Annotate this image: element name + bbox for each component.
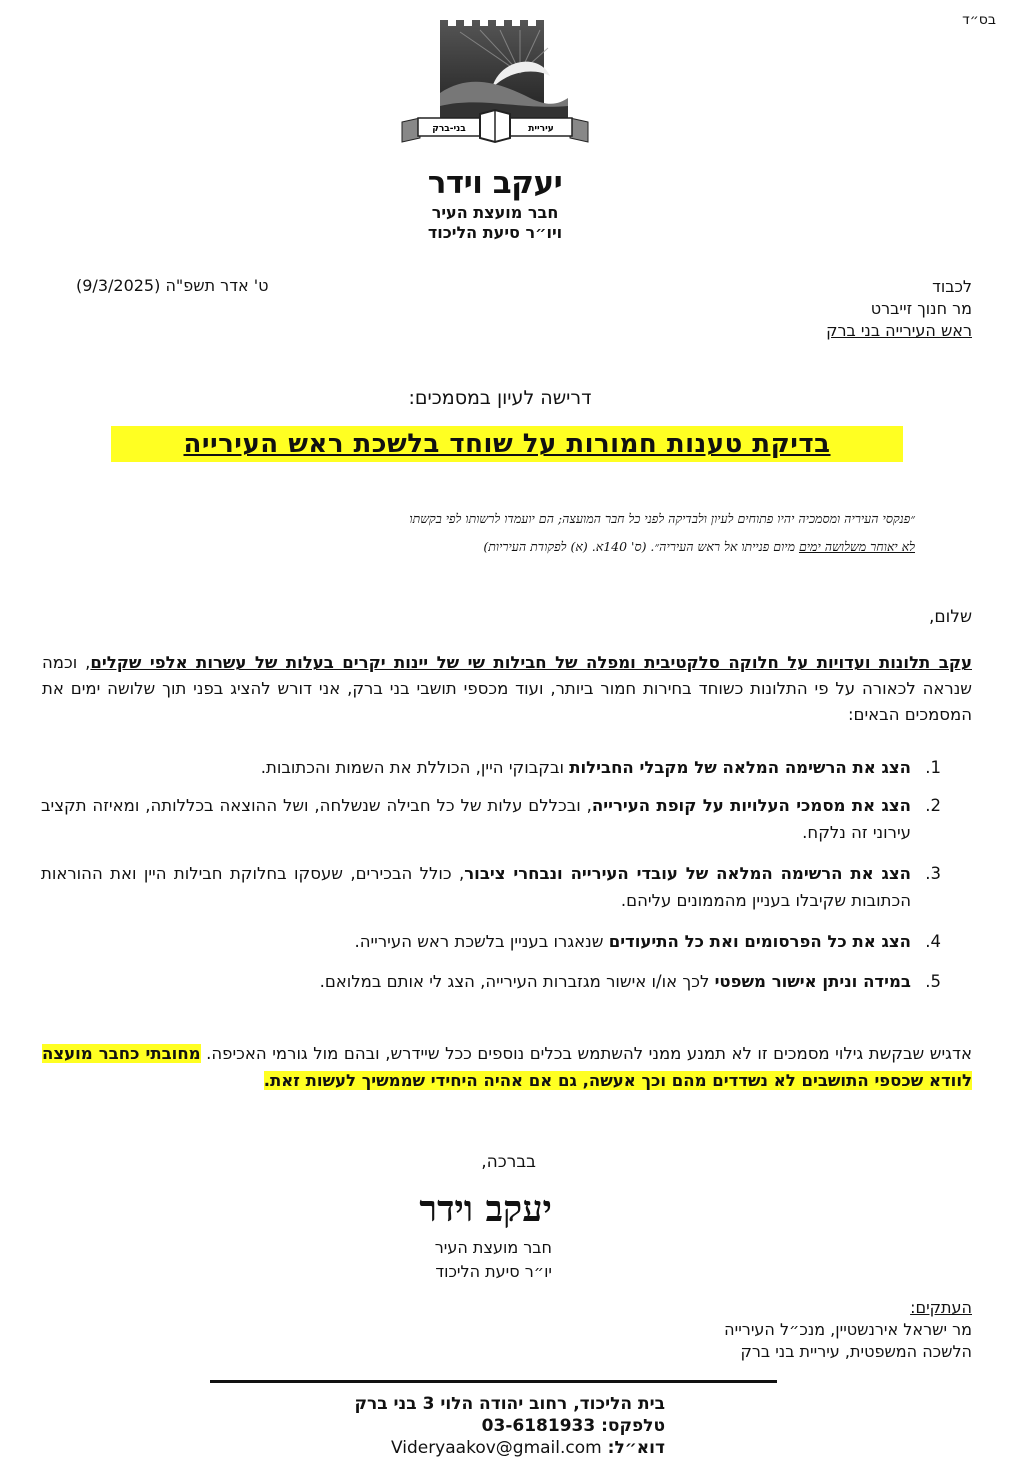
bnei-brak-emblem xyxy=(400,18,590,153)
law-quote-line1: ״פנקסי העיריה ומסמכיה יהיו פתוחים לעיון ולבדיקה לפני כל חבר המועצה; הם יועמדו לרשותו לפי בקשתו xyxy=(409,511,915,526)
recipient-line1: לכבוד xyxy=(932,277,972,296)
closing-salutation: בברכה, xyxy=(481,1152,536,1172)
copies-heading: העתקים: xyxy=(910,1298,972,1317)
intro-bold: עקב תלונות ועדויות על חלוקה סלקטיבית ומפלה של חבילות שי של יינות יקרים בעלות של עשרות אלפי שקלים xyxy=(90,653,972,672)
list-item-bold: במידה וניתן אישור משפטי xyxy=(714,972,911,991)
list-item-number: 4. xyxy=(925,932,941,951)
greeting: שלום, xyxy=(928,607,972,627)
footer-phone-label: טלפקס: xyxy=(601,1416,665,1436)
signature-role-line2: יו״ר סיעת הליכוד xyxy=(435,1262,552,1281)
list-item xyxy=(41,792,941,846)
list-item-number: 5. xyxy=(925,972,941,991)
list-item xyxy=(41,968,941,995)
footer-address: בית הליכוד, רחוב יהודה הלוי 3 בני ברק xyxy=(354,1394,665,1414)
list-item-bold: הצג את הרשימה המלאה של עובדי העירייה ונבחרי ציבור xyxy=(464,864,911,883)
intro-rest: , וכמה שנראה לכאורה על פי התלונות כשוחד בחירות חמור ביותר, ועוד מכספי תושבי בני ברק, אני דורש להציג בפני תוך שלושה ימים את המסמכים הבאים: xyxy=(42,653,972,724)
law-quote-deadline: לא יאוחר משלושה ימים xyxy=(798,539,915,554)
footer-phone-row xyxy=(320,1415,665,1437)
footer-email-row xyxy=(320,1437,665,1459)
logo-banner-left: בני-ברק xyxy=(432,124,466,134)
closing-paragraph xyxy=(42,1040,972,1094)
law-quote-source: מיום פנייתו אל ראש העיריה״. (ס' 140א. (א) לפקודת העיריות) xyxy=(483,539,799,554)
list-item xyxy=(41,754,941,781)
sender-role xyxy=(380,203,610,243)
copies-block xyxy=(724,1297,972,1363)
list-item-text: לכך או/ו אישור מגזברות העירייה, הצג לי אותם במלואם. xyxy=(319,972,715,991)
sender-role-line1: חבר מועצת העיר xyxy=(431,203,559,222)
recipient-line3: ראש העירייה בני ברק xyxy=(826,321,972,340)
list-item-text: שנאגרו בעניין בלשכת ראש העירייה. xyxy=(354,932,609,951)
list-item-text: , כולל הבכירים, שעסקו בחלוקת חבילות היין ואת ההוראות הכתובות שקיבלו בעניין מהממונים עליהם. xyxy=(41,864,911,910)
footer-email-link[interactable]: Videryaakov@gmail.com xyxy=(390,1438,602,1458)
letter-date: ט' אדר תשפ"ה (9/3/2025) xyxy=(76,276,269,295)
footer-email-label: דוא״ל: xyxy=(607,1438,665,1458)
list-item xyxy=(41,928,941,955)
list-item-number: 2. xyxy=(925,796,941,815)
closing-plain: אדגיש שבקשת גילוי מסמכים זו לא תמנע ממני להשתמש בכלים נוספים ככל שיידרש, ובהם מול גורמי האכיפה. xyxy=(200,1044,972,1063)
list-item-text: ובקבוקי היין, הכוללת את השמות והכתובות. xyxy=(260,758,570,777)
law-quote-line2 xyxy=(180,539,915,555)
demands-list xyxy=(41,754,941,1014)
list-item-bold: הצג את מסמכי העלויות על קופת העירייה xyxy=(591,796,911,815)
sender-name: יעקב וידר xyxy=(427,165,563,201)
footer-contact xyxy=(320,1393,665,1459)
recipient-block xyxy=(826,276,972,342)
letter-subtitle: דרישה לעיון במסמכים: xyxy=(408,387,592,409)
letter-title: בדיקת טענות חמורות על שוחד בלשכת ראש העירייה xyxy=(183,429,831,459)
footer-divider xyxy=(210,1380,777,1383)
copies-line2: הלשכה המשפטית, עיריית בני ברק xyxy=(740,1342,972,1361)
recipient-line2: מר חנוך זייברט xyxy=(870,299,972,318)
list-item xyxy=(41,860,941,914)
list-item-number: 1. xyxy=(925,758,941,777)
closing-highlight: מחובתי כחבר מועצה לוודא שכספי התושבים לא נשדדים מהם וכך אעשה, גם אם אהיה היחידי שממשיך לעשות זאת. xyxy=(42,1044,972,1090)
copies-line1: מר ישראל אירנשטיין, מנכ״ל העירייה xyxy=(724,1320,972,1339)
signature-role xyxy=(435,1236,552,1284)
list-item-bold: הצג את כל הפרסומים ואת כל התיעודים xyxy=(608,932,911,951)
list-item-bold: הצג את הרשימה המלאה של מקבלי החבילות xyxy=(569,758,911,777)
list-item-number: 3. xyxy=(925,864,941,883)
signature-name: יעקב וידר xyxy=(419,1188,552,1230)
sender-role-line2: ויו״ר סיעת הליכוד xyxy=(427,223,563,242)
footer-phone: 03-6181933 xyxy=(481,1416,596,1436)
intro-paragraph xyxy=(42,650,972,728)
logo-banner-right: עיריית xyxy=(528,124,554,134)
list-item-text: , ובכללם עלות של כל חבילה שנשלחה, ושל ההוצאה בכללותה, ומאיזה תקציב עירוני זה נלקח. xyxy=(41,796,911,842)
bsd-mark: בס״ד xyxy=(962,12,996,28)
signature-role-line1: חבר מועצת העיר xyxy=(434,1238,552,1257)
